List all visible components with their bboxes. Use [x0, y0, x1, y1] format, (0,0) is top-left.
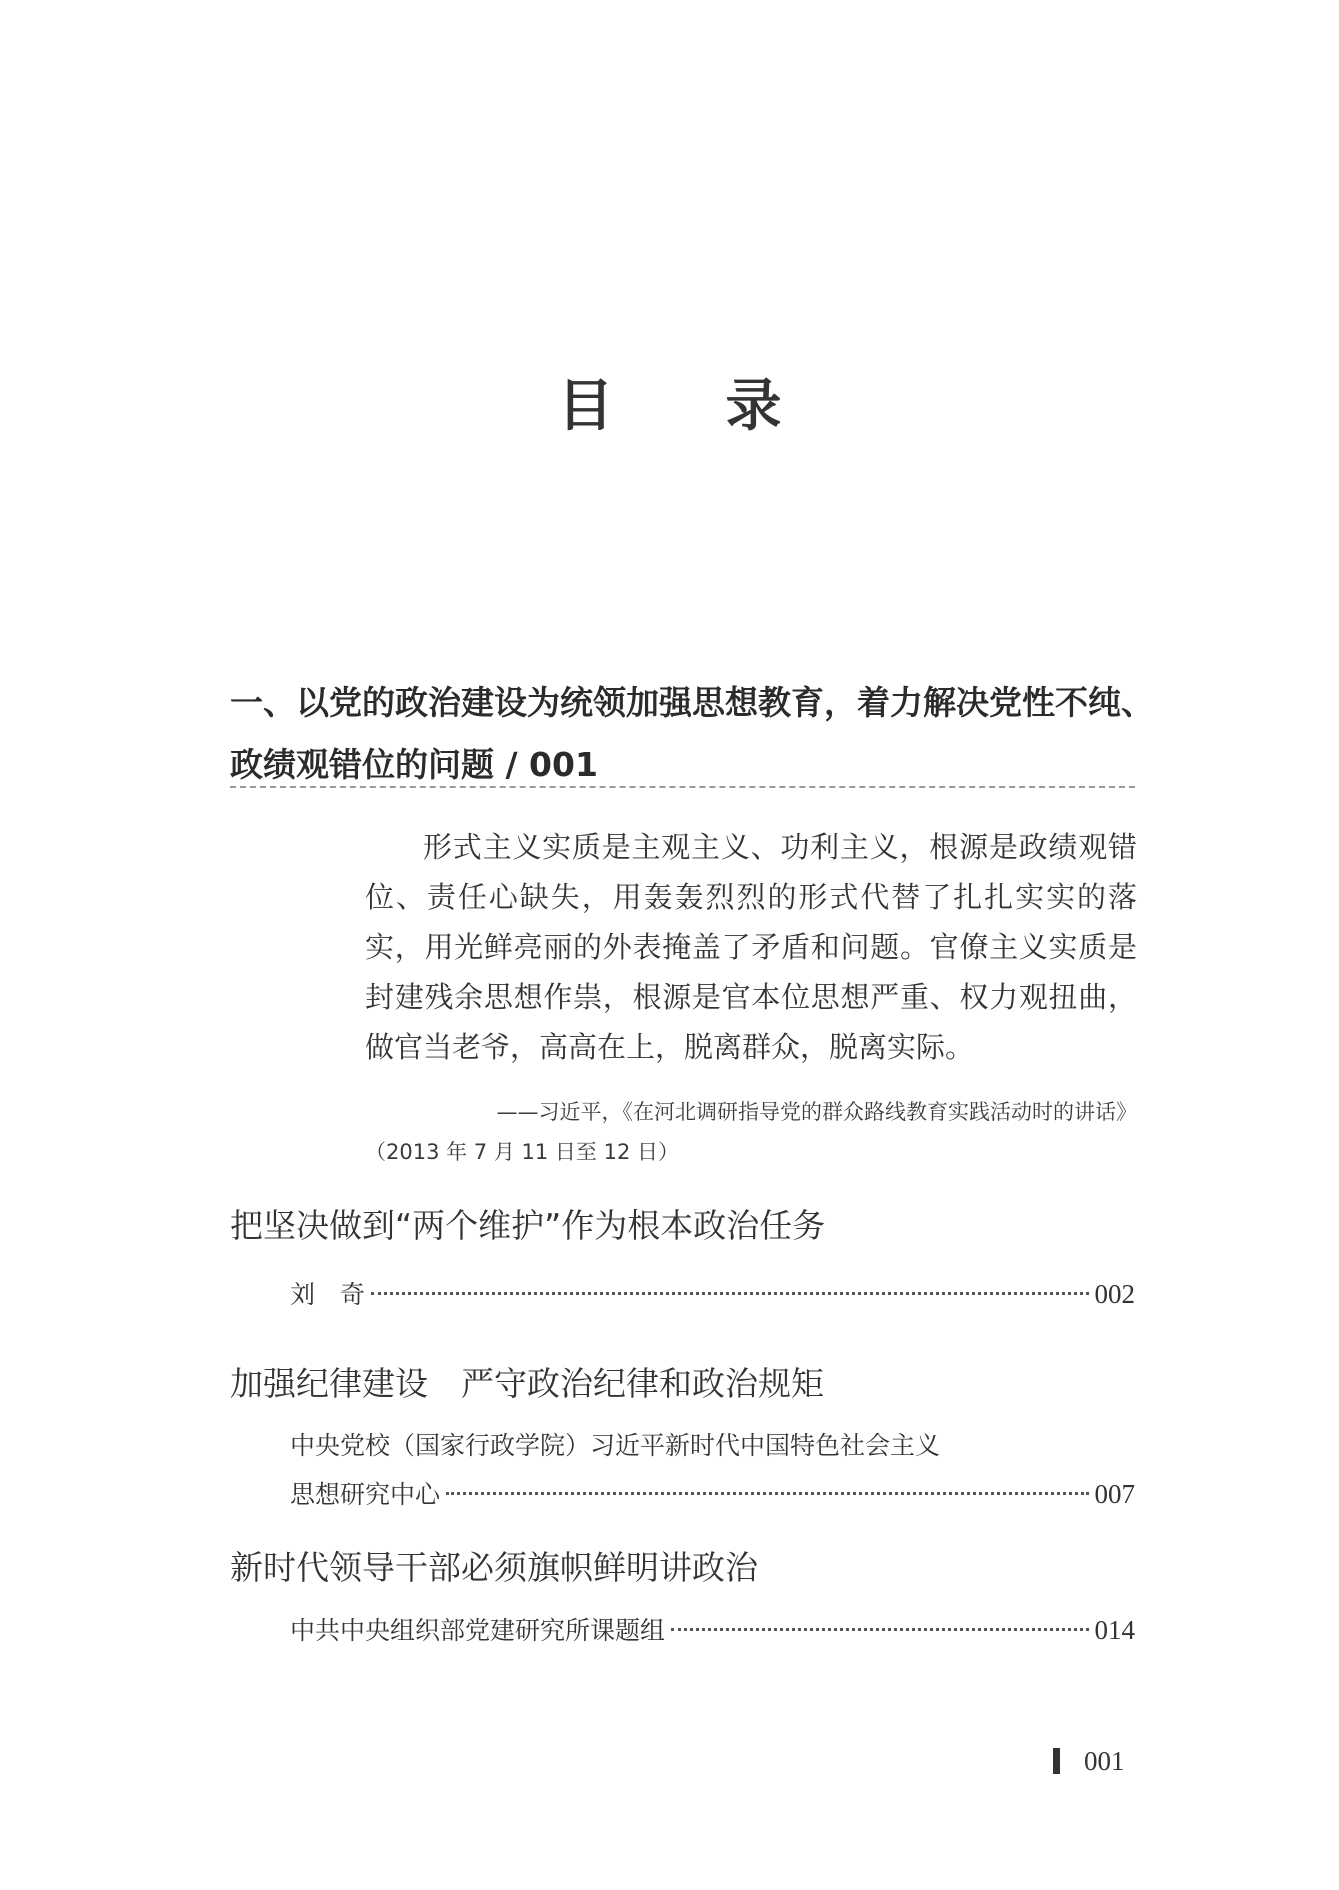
epigraph-quote: 形式主义实质是主观主义、功利主义，根源是政绩观错位、责任心缺失，用轰轰烈烈的形式代替了扎扎实实的落实，用光鲜亮丽的外表掩盖了矛盾和问题。官僚主义实质是封建残余思想作祟，根源是官本位思想严重、权力观扭曲，做官当老爷，高高在上，脱离群众，脱离实际。	[365, 830, 1137, 1064]
toc-entry-title[interactable]: 加强纪律建设 严守政治纪律和政治规矩	[230, 1364, 824, 1403]
toc-entry-page: 007	[1094, 1479, 1135, 1509]
toc-entry-row[interactable]	[290, 1474, 1135, 1515]
toc-entry-author: 思想研究中心	[290, 1480, 441, 1509]
chapter-heading-line2: 政绩观错位的问题 / 001	[230, 745, 598, 784]
page-title: 目录	[557, 373, 894, 439]
toc-entry-row[interactable]	[290, 1610, 1135, 1651]
dot-leader	[371, 1292, 1088, 1295]
attribution-source: ——习近平，《在河北调研指导党的群众路线教育实践活动时的讲话》	[496, 1100, 1137, 1124]
toc-entry-title[interactable]: 新时代领导干部必须旗帜鲜明讲政治	[230, 1548, 758, 1587]
page-number: 001	[1084, 1746, 1125, 1776]
attribution-date: （2013 年 7 月 11 日至 12 日）	[365, 1140, 679, 1164]
toc-entry-row[interactable]	[290, 1274, 1135, 1315]
toc-entry-title[interactable]: 把坚决做到“两个维护”作为根本政治任务	[230, 1206, 826, 1245]
page-marker-bar	[1053, 1748, 1060, 1774]
chapter-heading-line1: 一、以党的政治建设为统领加强思想教育，着力解决党性不纯、	[230, 683, 1154, 722]
toc-entry-page: 002	[1094, 1279, 1135, 1309]
dashed-divider	[230, 786, 1135, 788]
dot-leader	[446, 1492, 1088, 1495]
toc-entry-author: 刘 奇	[290, 1280, 366, 1309]
epigraph-attribution	[365, 1092, 1137, 1172]
dot-leader	[671, 1628, 1088, 1631]
toc-entry-author-line: 中央党校（国家行政学院）习近平新时代中国特色社会主义	[290, 1431, 941, 1460]
chapter-heading[interactable]	[230, 672, 1154, 796]
toc-entry-page: 014	[1094, 1615, 1135, 1645]
toc-entry-author: 中共中央组织部党建研究所课题组	[290, 1616, 666, 1645]
